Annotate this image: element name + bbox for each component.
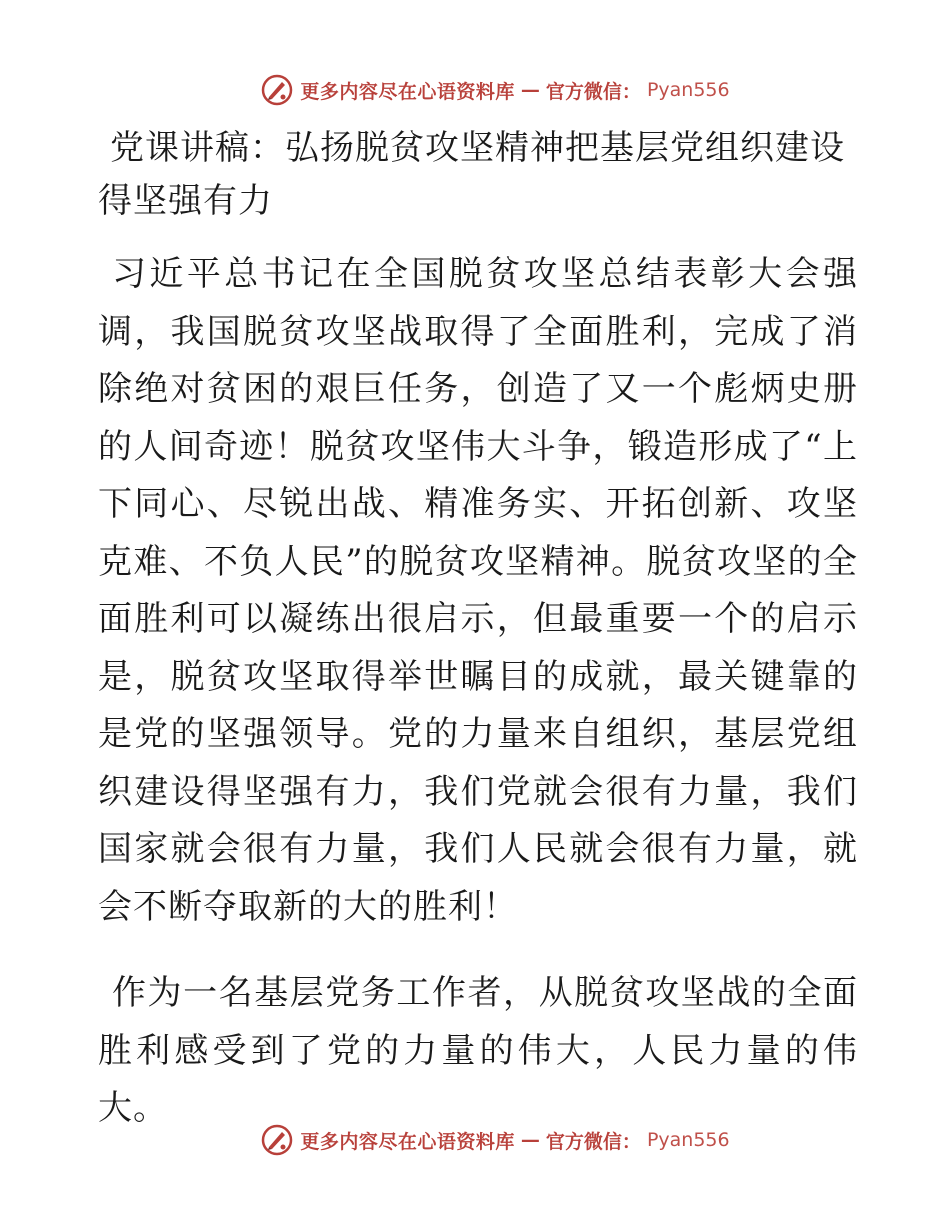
header-watermark-banner xyxy=(0,70,950,110)
banner-wechat-label: 官方微信： xyxy=(545,80,641,103)
banner-content xyxy=(260,73,729,107)
banner-content xyxy=(260,1123,729,1157)
document-title: 党课讲稿：弘扬脱贫攻坚精神把基层党组织建设得坚强有力 xyxy=(98,128,845,221)
banner-site-text: 更多内容尽在心语资料库 xyxy=(300,1130,515,1153)
banner-separator: — xyxy=(520,79,540,101)
banner-wechat-id: Pyan556 xyxy=(646,1129,730,1151)
banner-wechat-id: Pyan556 xyxy=(646,79,730,101)
banner-wechat-label: 官方微信： xyxy=(545,1130,641,1153)
quill-pen-logo-icon xyxy=(260,73,294,107)
banner-separator: — xyxy=(520,1129,540,1151)
footer-watermark-banner xyxy=(0,1120,950,1160)
quill-pen-logo-icon xyxy=(260,1123,294,1157)
body-paragraph-2: 作为一名基层党务工作者，从脱贫攻坚战的全面胜利感受到了党的力量的伟大，人民力量的伟大。 xyxy=(98,973,858,1128)
body-paragraph-1: 习近平总书记在全国脱贫攻坚总结表彰大会强调，我国脱贫攻坚战取得了全面胜利，完成了消除绝对贫困的艰巨任务，创造了又一个彪炳史册的人间奇迹！脱贫攻坚伟大斗争，锻造形成了“上下同心、尽锐出战、精准务实、开拓创新、攻坚克难、不负人民”的脱贫攻坚精神。脱贫攻坚的全面胜利可以凝练出很启示，但最重要一个的启示是，脱贫攻坚取得举世瞩目的成就，最关键靠的是党的坚强领导。党的力量来自组织，基层党组织建设得坚强有力，我们党就会很有力量，我们国家就会很有力量，我们人民就会很有力量，就会不断夺取新的大的胜利！ xyxy=(98,254,858,927)
banner-site-text: 更多内容尽在心语资料库 xyxy=(300,80,515,103)
